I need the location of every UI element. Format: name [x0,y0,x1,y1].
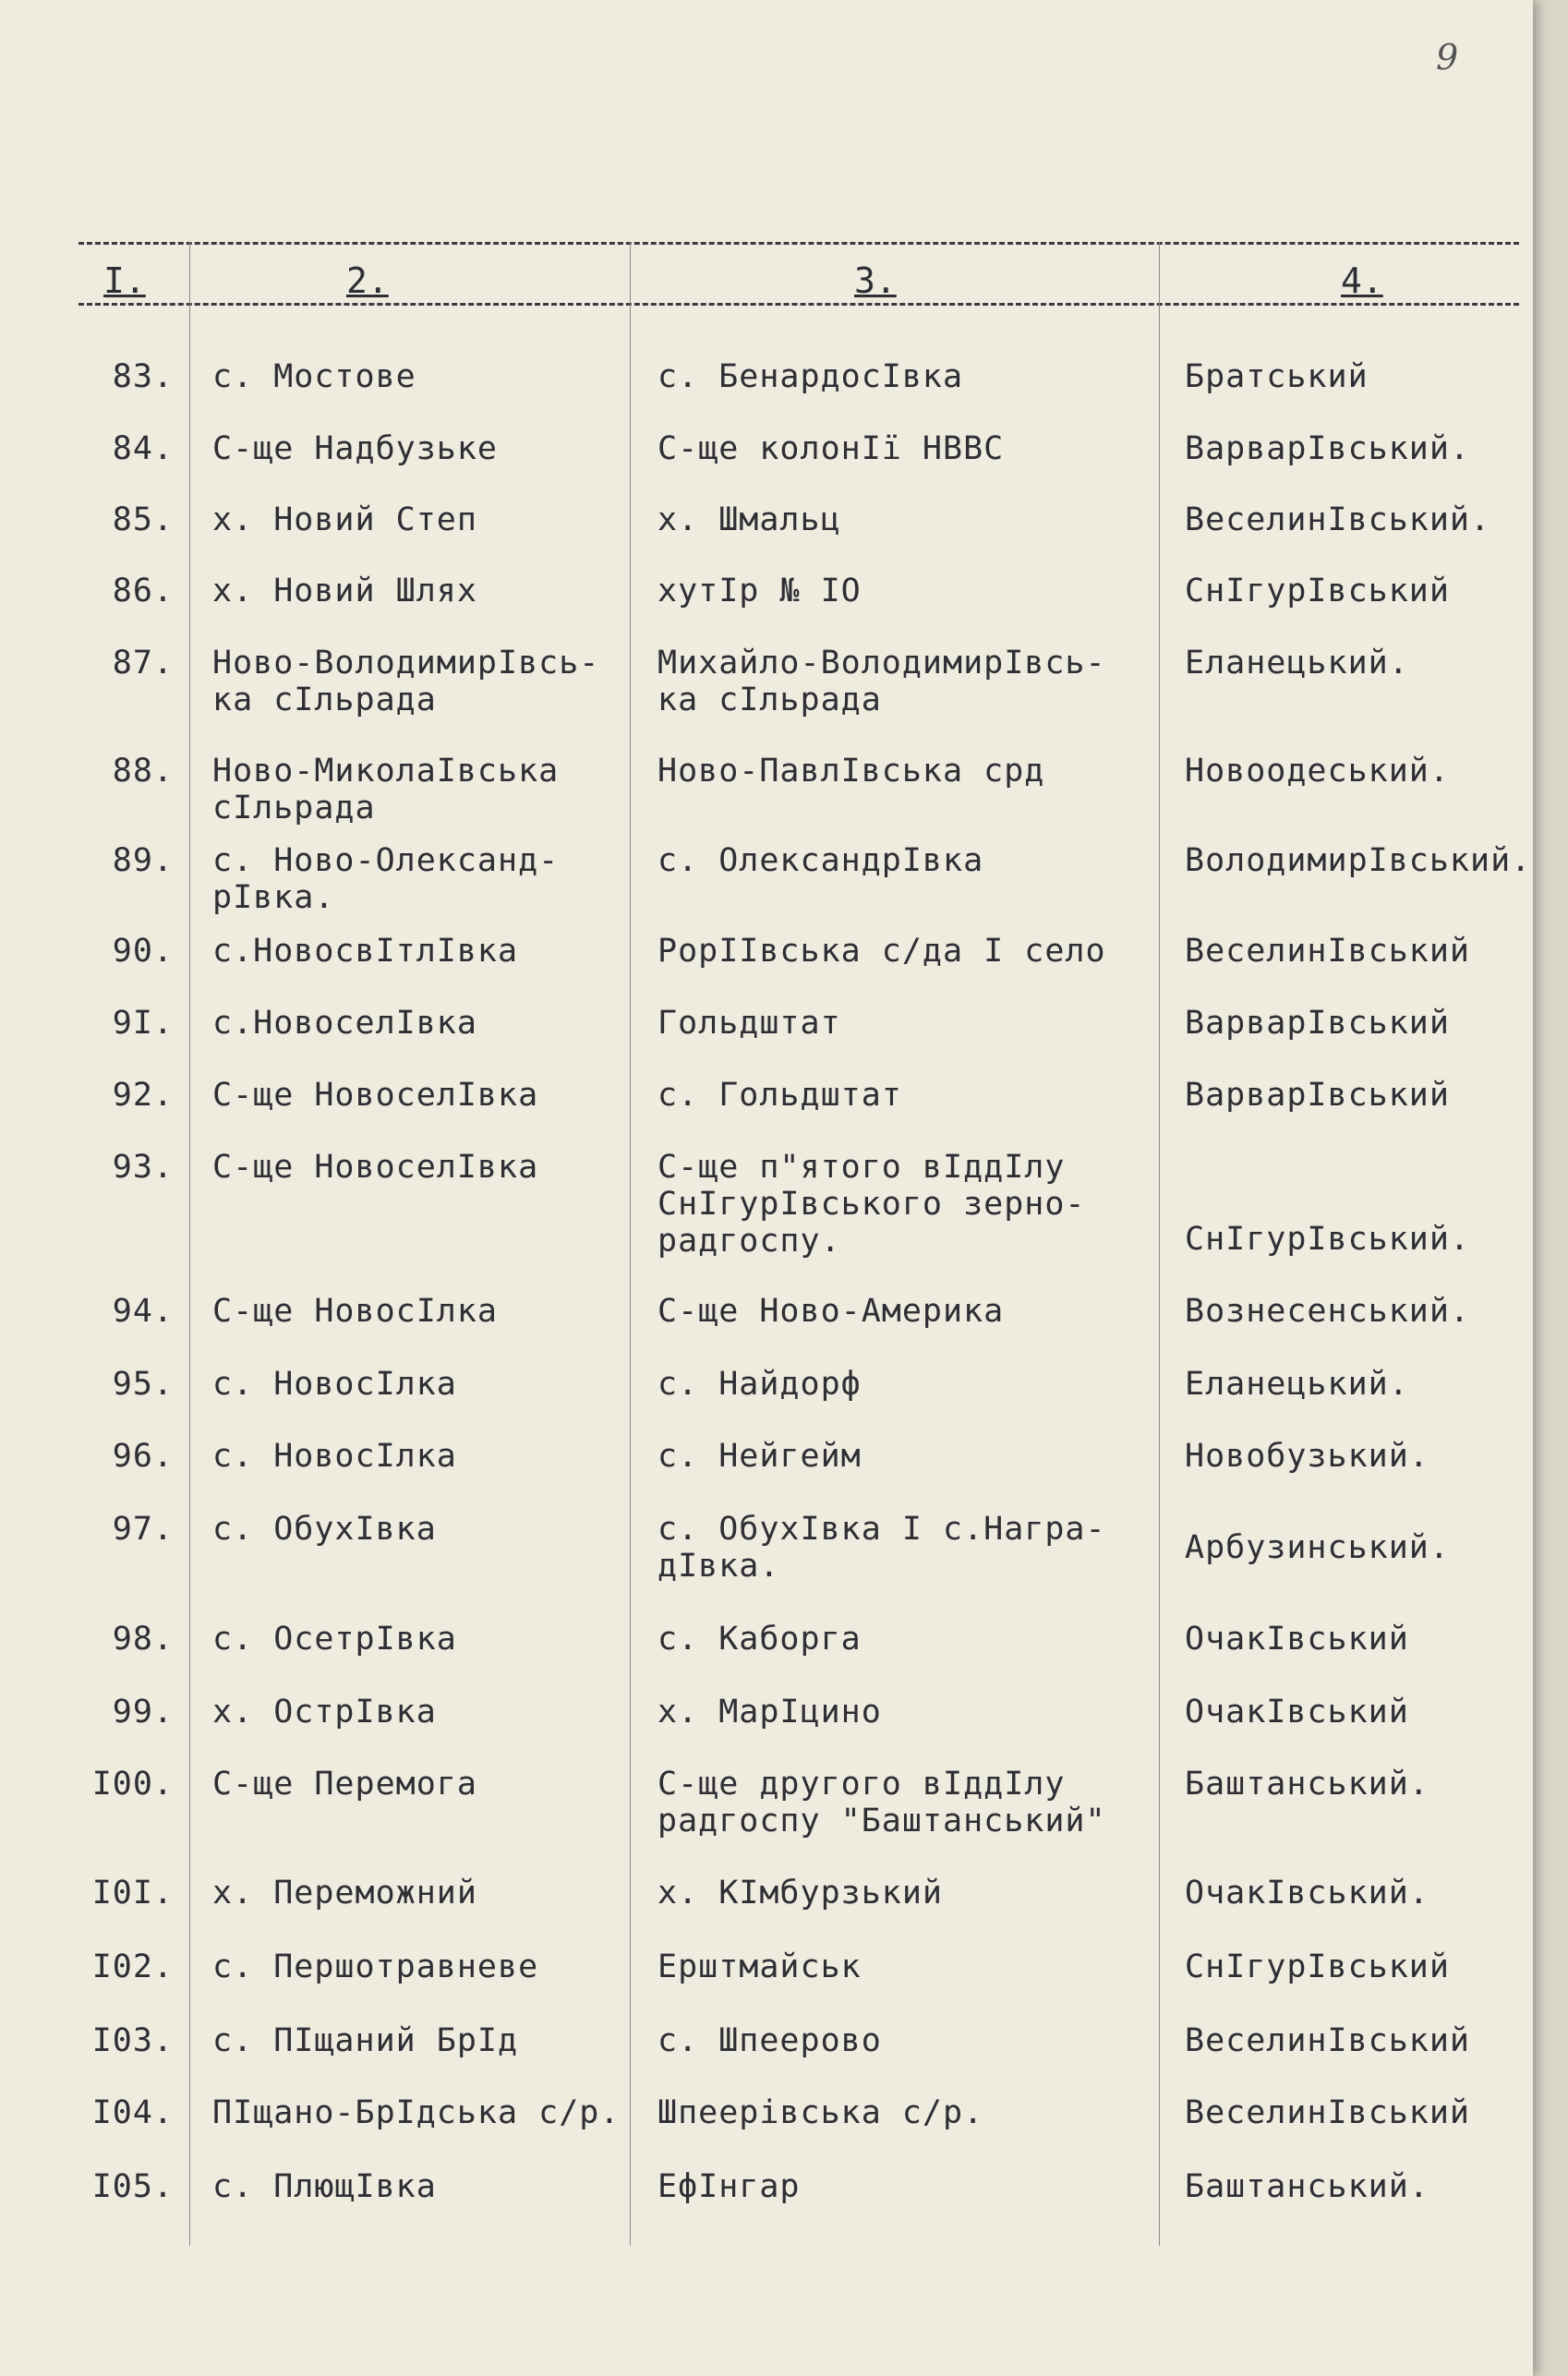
district: Новоодеський. [1185,753,1450,790]
former-name: с. ОбухІвка І с.Награ- дІвка. [657,1511,1106,1585]
row-number: 99. [112,1694,174,1731]
district: ВарварІвський. [1185,430,1471,467]
current-name: х. Новий Степ [212,501,477,538]
current-name: Ново-ВолодимирІвсь- ка сІльрада [212,645,600,718]
district: СнІгурІвський [1185,1948,1450,1985]
current-name: с. ОбухІвка [212,1511,437,1548]
row-number: 88. [112,753,174,790]
former-name: РорІІвська с/да І село [657,933,1106,970]
header-col-3: 3. [854,260,897,301]
current-name: с.НовоселІвка [212,1005,477,1042]
former-name: Шпеерівська с/р. [657,2094,984,2131]
current-name: х. Новий Шлях [212,573,477,609]
row-number: 89. [112,842,174,879]
row-number: 87. [112,645,174,681]
district: Вознесенський. [1185,1293,1471,1330]
current-name: с. НовосІлка [212,1438,457,1475]
row-number: I04. [91,2094,174,2131]
header-col-1: I. [103,260,146,301]
row-number: I0I. [91,1875,174,1912]
row-number: I00. [91,1766,174,1803]
row-number: 98. [112,1621,174,1658]
former-name: Гольдштат [657,1005,841,1042]
former-name: х. МарІцино [657,1694,882,1731]
current-name: с. Першотравневе [212,1948,539,1985]
top-rule [78,242,1519,245]
former-name: с. Шпеерово [657,2022,882,2059]
district: ВеселинІвський [1185,933,1471,970]
current-name: с. ПлющІвка [212,2168,437,2205]
page-number: 9 [1436,37,1459,78]
header-col-2: 2. [346,260,389,301]
row-number: 83. [112,358,174,395]
header-col-4: 4. [1341,260,1383,301]
current-name: с. ОсетрІвка [212,1621,457,1658]
column-divider [630,242,631,2246]
former-name: с. Каборга [657,1621,862,1658]
current-name: С-ще НовосІлка [212,1293,499,1330]
column-divider [189,242,190,2246]
district: ВеселинІвський. [1185,501,1491,538]
district: Баштанський. [1185,2168,1429,2205]
current-name: с. Ново-Олександ- рІвка. [212,842,560,916]
current-name: х. ОстрІвка [212,1694,437,1731]
current-name: ПІщано-БрІдська с/р. [212,2094,621,2131]
current-name: С-ще НовоселІвка [212,1077,539,1114]
row-number: 9I. [112,1005,174,1042]
district: СнІгурІвський. [1185,1221,1471,1258]
district: Новобузький. [1185,1438,1429,1475]
former-name: с. БенардосІвка [657,358,964,395]
current-name: С-ще Перемога [212,1766,477,1803]
district: ВолодимирІвський. [1185,842,1532,879]
district: Еланецький. [1185,1366,1409,1403]
current-name: Ново-МиколаІвська сІльрада [212,753,560,826]
district: ВарварІвський [1185,1077,1450,1114]
district: Еланецький. [1185,645,1409,681]
former-name: С-ще другого вІддІлу радгоспу "Баштанський" [657,1766,1106,1839]
current-name: х. Переможний [212,1875,477,1912]
row-number: 92. [112,1077,174,1114]
former-name: х. Шмальц [657,501,841,538]
former-name: с. Гольдштат [657,1077,902,1114]
current-name: с. ПІщаний БрІд [212,2022,519,2059]
row-number: 94. [112,1293,174,1330]
district: ВеселинІвський [1185,2022,1471,2059]
former-name: хутІр № IО [657,573,862,609]
current-name: с. Мостове [212,358,416,395]
district: Арбузинський. [1185,1529,1450,1566]
row-number: 96. [112,1438,174,1475]
former-name: с. Нейгейм [657,1438,862,1475]
district: ОчакІвський [1185,1694,1409,1731]
former-name: с. Найдорф [657,1366,862,1403]
current-name: С-ще Надбузьке [212,430,499,467]
row-number: I02. [91,1948,174,1985]
former-name: Ерштмайськ [657,1948,862,1985]
district: Братський [1185,358,1369,395]
row-number: 97. [112,1511,174,1548]
district: ОчакІвський [1185,1621,1409,1658]
row-number: I03. [91,2022,174,2059]
former-name: С-ще Ново-Америка [657,1293,1005,1330]
current-name: с.НовосвІтлІвка [212,933,519,970]
row-number: 90. [112,933,174,970]
district: Баштанський. [1185,1766,1429,1803]
district: ВеселинІвський [1185,2094,1471,2131]
former-name: х. КІмбурзький [657,1875,944,1912]
current-name: с. НовосІлка [212,1366,457,1403]
header-rule [78,303,1519,306]
former-name: ЕфІнгар [657,2168,801,2205]
current-name: С-ще НовоселІвка [212,1149,539,1186]
former-name: Михайло-ВолодимирІвсь- ка сІльрада [657,645,1106,718]
former-name: С-ще колонІї НВВС [657,430,1005,467]
row-number: 86. [112,573,174,609]
row-number: 95. [112,1366,174,1403]
district: ВарварІвський [1185,1005,1450,1042]
row-number: 84. [112,430,174,467]
former-name: С-ще п"ятого вІддІлу СнІгурІвського зерно- радгоспу. [657,1149,1086,1260]
row-number: 93. [112,1149,174,1186]
former-name: Ново-ПавлІвська срд [657,753,1045,790]
row-number: I05. [91,2168,174,2205]
row-number: 85. [112,501,174,538]
former-name: с. ОлександрІвка [657,842,984,879]
district: ОчакІвський. [1185,1875,1429,1912]
district: СнІгурІвський [1185,573,1450,609]
